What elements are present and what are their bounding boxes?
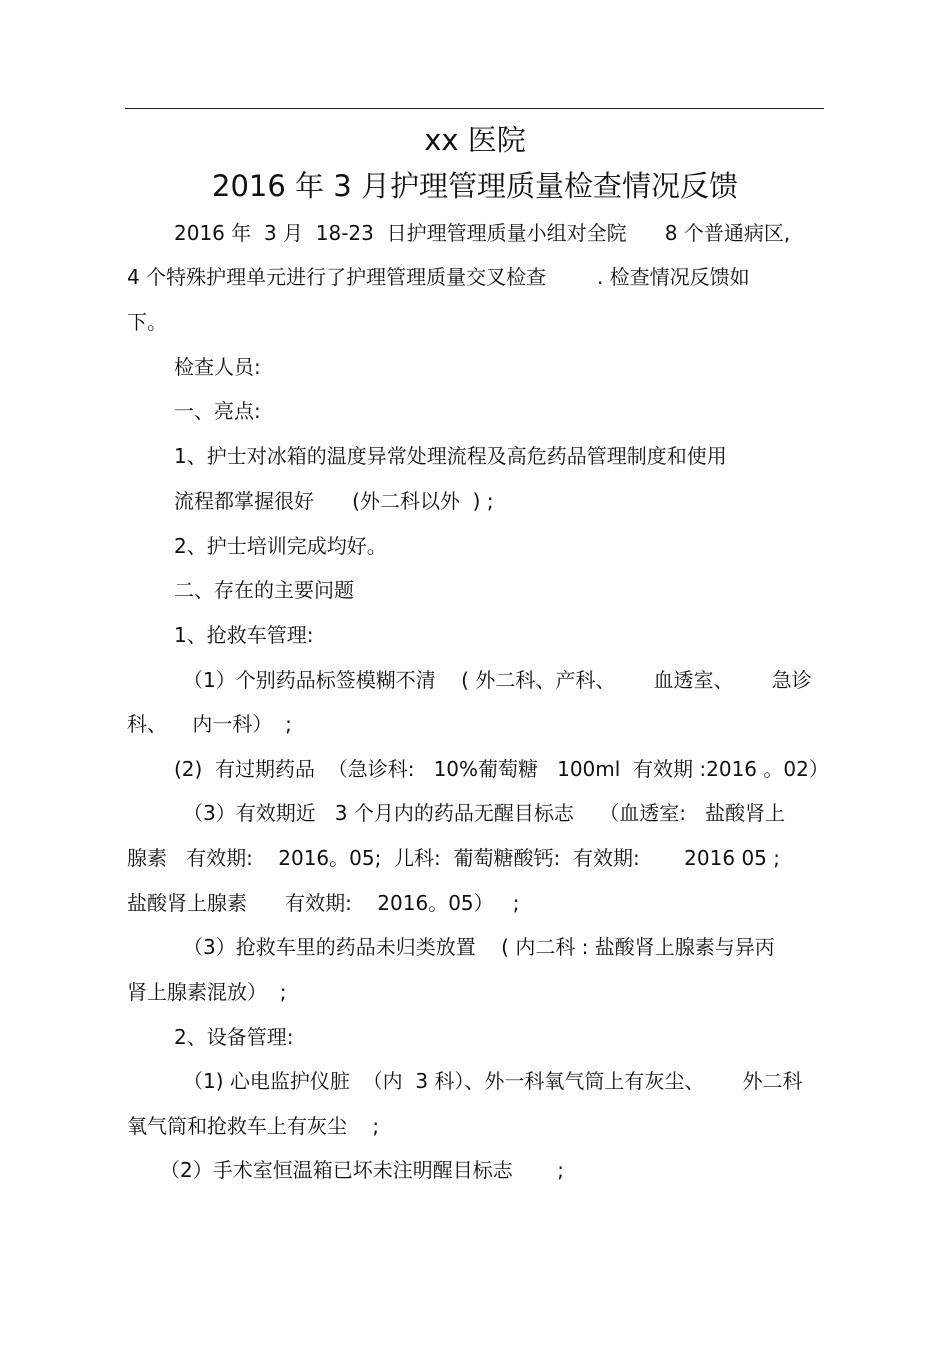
subsection-heading: 1、抢救车管理: (174, 623, 314, 647)
list-item: 流程都掌握很好 (外二科以外 ) ; (174, 489, 494, 513)
list-item: （3）有效期近 3 个月内的药品无醒目标志 （血透室: 盐酸肾上 (183, 801, 786, 825)
hospital-name: xx 医院 (424, 123, 526, 157)
paragraph-line: 4 个特殊护理单元进行了护理管理质量交叉检查 . 检查情况反馈如 (127, 265, 750, 289)
list-item: （1）个别药品标签模糊不清 ( 外二科、产科、 血透室、 急诊 (183, 668, 812, 692)
header-rule (125, 108, 824, 109)
document-title: 2016 年 3 月护理管理质量检查情况反馈 (212, 169, 738, 203)
list-item: （1) 心电监护仪脏 （内 3 科）、外一科氧气筒上有灰尘、 外二科 (183, 1069, 803, 1093)
section-heading: 二、存在的主要问题 (174, 578, 354, 602)
list-item: 科、 内一科） ; (127, 712, 292, 736)
list-item: 2、护士培训完成均好。 (174, 534, 387, 558)
paragraph-line: 2016 年 3 月 18-23 日护理管理质量小组对全院 8 个普通病区, (174, 221, 791, 245)
list-item: （2）手术室恒温箱已坏未注明醒目标志 ; (160, 1158, 564, 1182)
list-item: （3）抢救车里的药品未归类放置 ( 内二科 : 盐酸肾上腺素与异丙 (183, 935, 775, 959)
list-item: 腺素 有效期: 2016。05; 儿科: 葡萄糖酸钙: 有效期: 2016 05 ; (127, 846, 780, 870)
list-item: (2) 有过期药品 （急诊科: 10%葡萄糖 100ml 有效期 :2016 。02） (174, 757, 829, 781)
list-item: 氧气筒和抢救车上有灰尘 ; (127, 1114, 380, 1138)
subsection-heading: 2、设备管理: (174, 1025, 294, 1049)
section-label: 检查人员: (174, 355, 261, 379)
list-item: 1、护士对冰箱的温度异常处理流程及高危药品管理制度和使用 (174, 444, 727, 468)
list-item: 肾上腺素混放） ; (127, 980, 287, 1004)
paragraph-line: 下。 (127, 310, 167, 334)
section-heading: 一、亮点: (174, 399, 261, 423)
list-item: 盐酸肾上腺素 有效期: 2016。05） ; (127, 891, 520, 915)
